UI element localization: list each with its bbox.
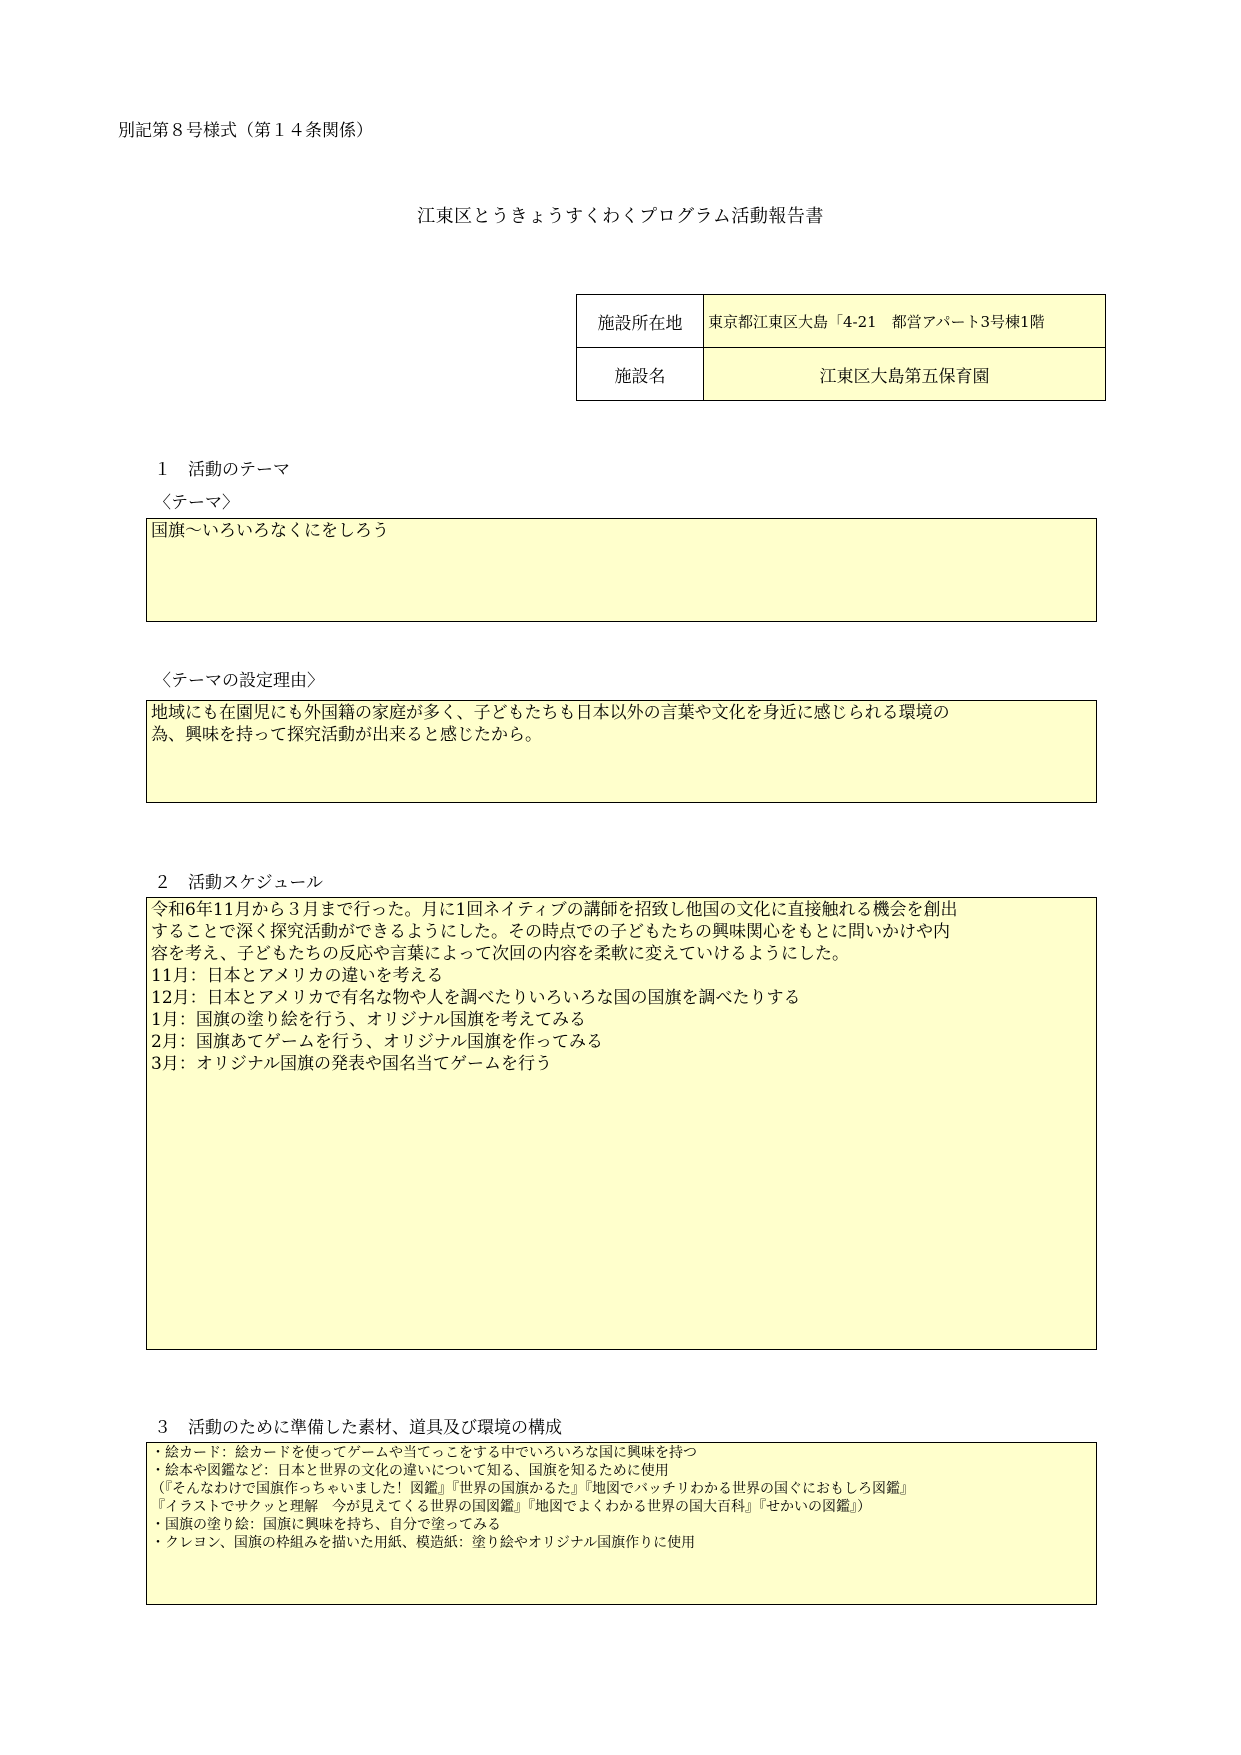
schedule-box: [146, 897, 1097, 1350]
section1-heading: １ 活動のテーマ: [154, 460, 290, 480]
document-title: 江東区とうきょうすくわくプログラム活動報告書: [417, 206, 824, 227]
theme-label: 〈テーマ〉: [154, 493, 239, 513]
reason-line: 地域にも在園児にも外国籍の家庭が多く、子どもたちも日本以外の言葉や文化を身近に感じられる環境の: [151, 703, 950, 723]
facility-name-label: 施設名: [577, 348, 704, 401]
materials-box: [146, 1442, 1097, 1605]
reason-line: 為、興味を持って探究活動が出来ると感じたから。: [151, 725, 542, 745]
materials-line: 『イラストでサクッと理解 今が見えてくる世界の国図鑑』『地図でよくわかる世界の国大百科』『せかいの図鑑』）: [151, 1499, 872, 1515]
facility-name-value: 江東区大島第五保育園: [704, 348, 1106, 401]
theme-text: 国旗～いろいろなくにをしろう: [151, 521, 389, 541]
facility-address-row: [577, 295, 1106, 348]
materials-line: ・絵本や図鑑など：日本と世界の文化の違いについて知る、国旗を知るために使用: [151, 1463, 669, 1479]
facility-name-row: [577, 348, 1106, 401]
theme-box: [146, 518, 1097, 622]
schedule-line: 令和6年11月から３月まで行った。月に1回ネイティブの講師を招致し他国の文化に直接触れる機会を創出: [151, 900, 958, 920]
materials-line: ・絵カード：絵カードを使ってゲームや当てっこをする中でいろいろな国に興味を持つ: [151, 1445, 697, 1461]
schedule-line: 11月：日本とアメリカの違いを考える: [151, 966, 444, 986]
schedule-line: することで深く探究活動ができるようにした。その時点での子どもたちの興味関心をもとに問いかけや内: [151, 922, 950, 942]
schedule-line: 容を考え、子どもたちの反応や言葉によって次回の内容を柔軟に変えていけるようにした。: [151, 944, 850, 964]
schedule-line: 2月：国旗あてゲームを行う、オリジナル国旗を作ってみる: [151, 1032, 603, 1052]
facility-address-value: 東京都江東区大島「4-21 都営アパート3号棟1階: [704, 295, 1106, 348]
schedule-line: 3月：オリジナル国旗の発表や国名当てゲームを行う: [151, 1054, 552, 1074]
section3-heading: ３ 活動のために準備した素材、道具及び環境の構成: [154, 1418, 562, 1438]
reason-box: [146, 700, 1097, 803]
schedule-line: 12月：日本とアメリカで有名な物や人を調べたりいろいろな国の国旗を調べたりする: [151, 988, 801, 1008]
materials-line: ・クレヨン、国旗の枠組みを描いた用紙、模造紙：塗り絵やオリジナル国旗作りに使用: [151, 1535, 696, 1551]
reason-label: 〈テーマの設定理由〉: [154, 671, 324, 691]
materials-line: （『そんなわけで国旗作っちゃいました！図鑑』『世界の国旗かるた』『地図でバッチリわかる世界の国ぐにおもしろ図鑑』: [151, 1481, 914, 1497]
schedule-line: 1月：国旗の塗り絵を行う、オリジナル国旗を考えてみる: [151, 1010, 586, 1030]
facility-address-label: 施設所在地: [577, 295, 704, 348]
facility-info-table: [576, 294, 1106, 401]
section2-heading: ２ 活動スケジュール: [154, 873, 323, 893]
form-number-label: 別記第８号様式（第１４条関係）: [118, 121, 373, 141]
materials-line: ・国旗の塗り絵：国旗に興味を持ち、自分で塗ってみる: [151, 1517, 501, 1533]
